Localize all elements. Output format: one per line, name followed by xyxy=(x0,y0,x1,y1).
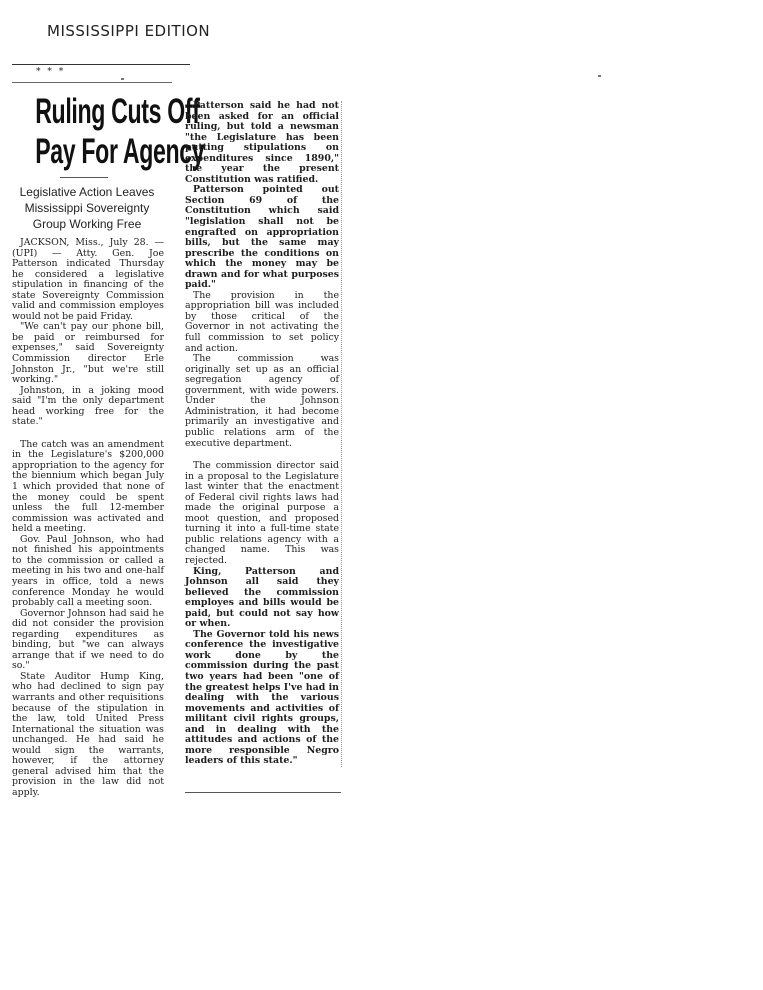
headline-line-1: Ruling Cuts Off xyxy=(35,92,200,131)
top-rule-secondary xyxy=(12,82,172,83)
paragraph: The Governor told his news conference the investigative work done by the commission during the past two years had been "one of the greatest helps I've had in dealing with the various movements and activities of militant civil rights groups, and in dealing with the attitudes and actions of the more responsible Negro leaders of this state." xyxy=(185,628,339,767)
edition-label: MISSISSIPPI EDITION xyxy=(47,22,211,40)
paragraph: The catch was an amendment in the Legislature's $200,000 appropriation to the agency for the biennium which began July 1 which provided that none of the money could be spent unless the full 12-member commission was activated and held a meeting. xyxy=(12,438,164,535)
paragraph: JACKSON, Miss., July 28. — (UPI) — Atty. Gen. Joe Patterson indicated Thursday he considered a legislative stipulation in financing of the state Sovereignty Commission valid and commission employes would not be paid Friday. xyxy=(12,237,164,322)
paragraph: The commission was originally set up as an official segregation agency of government, with wide powers. Under the Johnson Administration, it had become primarily an investigative and public relations arm of the executive department. xyxy=(185,353,339,449)
scan-speck xyxy=(121,78,124,80)
headline-line-2: Pay For Agency xyxy=(35,132,205,171)
deck-line-2: Mississippi Sovereignty xyxy=(24,201,150,215)
article-column-2 xyxy=(185,101,342,767)
deck-rule xyxy=(60,177,108,178)
paragraph: Johnston, in a joking mood said "I'm the only department head working free for the state." xyxy=(12,384,164,428)
paragraph: Patterson said he had not been asked for an official ruling, but told a newsman "the Legislature has been putting stipulations on expenditures since 1890," the year the present Constitution was ratified. xyxy=(185,100,339,185)
scan-speck xyxy=(598,75,601,77)
deck-line-3: Group Working Free xyxy=(32,217,142,231)
paragraph: The provision in the appropriation bill was included by those critical of the Governor in not activating the full commission to set policy and action. xyxy=(185,289,339,354)
ornament: * * * xyxy=(36,67,66,77)
paragraph: The commission director said in a proposal to the Legislature last winter that the enactment of Federal civil rights laws had made the original purpose a moot question, and proposed turning it into a full-time state public relations agency with a changed name. This was rejected. xyxy=(185,460,339,566)
column-bottom-rule xyxy=(185,792,341,793)
top-rule xyxy=(12,64,190,65)
headline xyxy=(8,92,205,172)
paragraph: Gov. Paul Johnson, who had not finished his appointments to the commission or called a meeting in his two and one-half years in office, told a news conference Monday he would probably call a meeting soon. xyxy=(12,533,164,609)
paragraph: "We can't pay our phone bill, be paid or reimbursed for expenses," said Sovereignty Commission director Erle Johnston Jr., "but we're still working." xyxy=(12,321,164,386)
paragraph: King, Patterson and Johnson all said they believed the commission employes and bills would be paid, but could not say how or when. xyxy=(185,565,339,630)
article-column-1 xyxy=(12,238,164,798)
deck-line-1: Legislative Action Leaves xyxy=(19,185,155,199)
paragraph: State Auditor Hump King, who had declined to sign pay warrants and other requisitions because of the stipulation in the law, told United Press International the situation was unchanged. He had said he would sign the warrants, however, if the attorney general advised him that the provision in the law did not apply. xyxy=(12,670,164,798)
paragraph: Patterson pointed out Section 69 of the Constitution which said "legislation shall not be engrafted on appropriation bills, but the same may prescribe the conditions on which the money may be drawn and for what purposes paid." xyxy=(185,184,339,291)
paragraph: Governor Johnson had said he did not consider the provision regarding expenditures as binding, but "we can always arrange that if we need to do so." xyxy=(12,607,164,672)
deck xyxy=(8,184,166,232)
